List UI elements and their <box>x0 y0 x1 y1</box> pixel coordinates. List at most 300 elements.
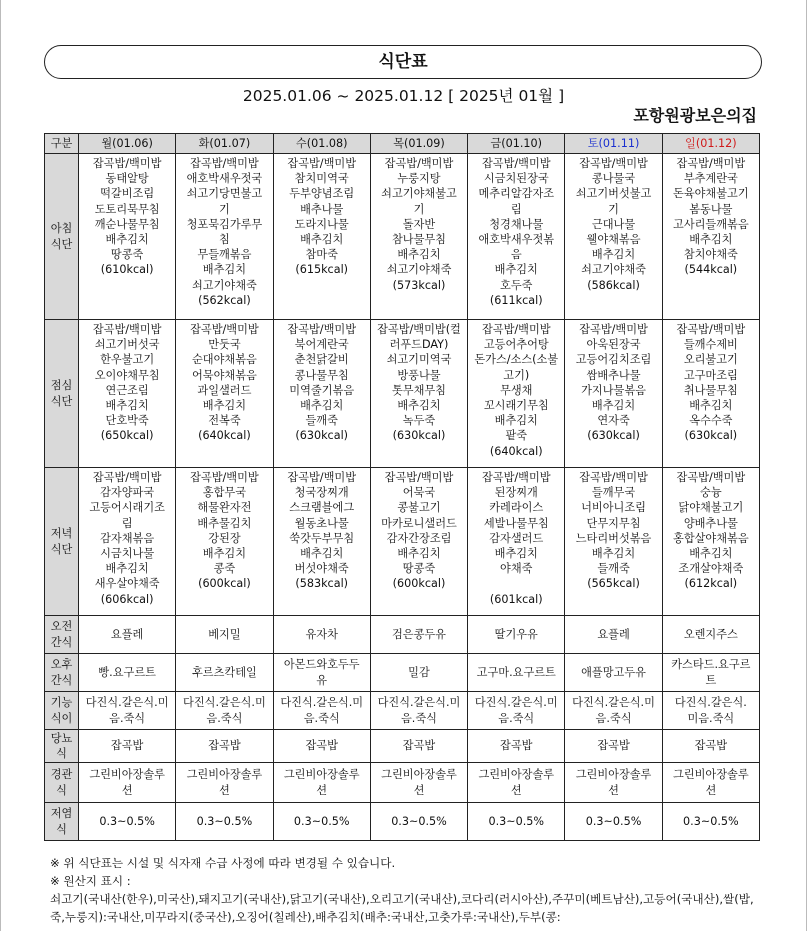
menu-item: 봄동나물 <box>689 202 733 216</box>
header-day-3: 목(01.09) <box>370 134 467 154</box>
menu-item: 잡곡밥/백미밥 <box>287 157 357 170</box>
menu-cell <box>370 763 467 803</box>
menu-item: (630kcal) <box>684 429 738 443</box>
menu-item: 콩나물무침 <box>294 368 349 382</box>
menu-item: 요플레 <box>597 627 630 641</box>
origin-text: 쇠고기(국내산(한우),미국산),돼지고기(국내산),닭고기(국내산),오리고기(국내산),코다리(러시아산),주꾸미(베트남산),고등어(국내산),쌀(밥,죽,누룽지):국내산,미꾸라지(중국산),오징어(칠레산),배추김치(배추:국내산,고춧가루:국내산),두부(콩: <box>50 892 754 924</box>
menu-item: 잡곡밥/백미밥(컬 <box>377 323 461 336</box>
menu-item: 잡곡밥 <box>597 739 630 753</box>
menu-item: 잡곡밥 <box>500 739 533 753</box>
menu-cell <box>662 763 759 803</box>
menu-item: 돈가스/소스(소불 <box>474 353 559 367</box>
menu-item: 청포묵김가루무 <box>186 217 263 231</box>
menu-item: 0.3~0.5% <box>683 814 739 828</box>
menu-item: (583kcal) <box>295 577 349 591</box>
menu-item: 잡곡밥 <box>305 739 338 753</box>
menu-item: 그린비아장솔루 <box>186 768 263 782</box>
menu-item: 배추김치 <box>300 399 344 413</box>
menu-item: 동태알탕 <box>105 172 149 186</box>
menu-item: 들깨수제비 <box>683 338 738 352</box>
menu-cell <box>79 154 176 320</box>
menu-item: 너비아니조림 <box>581 501 646 515</box>
menu-item: 배추김치 <box>591 399 636 413</box>
menu-item: 새우살야채죽 <box>94 577 160 591</box>
menu-item: 잡곡밥/백미밥 <box>92 323 162 336</box>
menu-item: 단호박죽 <box>105 414 149 428</box>
menu-item: 배추김치 <box>300 547 344 561</box>
menu-item: 잡곡밥/백미밥 <box>190 157 259 170</box>
menu-item: 기 <box>608 202 619 216</box>
menu-item: 쇠고기당면불고 <box>186 187 263 201</box>
menu-item: 잡곡밥/백미밥 <box>92 471 162 484</box>
menu-item: 깨순나물무침 <box>94 217 160 231</box>
menu-item: (630kcal) <box>295 429 349 443</box>
menu-item: 한우불고기 <box>100 353 155 367</box>
menu-item: 오렌지주스 <box>683 627 738 641</box>
row-header: 경관 식 <box>45 763 79 803</box>
menu-item: 배추김치 <box>689 399 733 413</box>
weekly-menu-table <box>44 133 760 841</box>
menu-item: 유 <box>316 673 328 687</box>
menu-item: 배추김치 <box>397 248 441 262</box>
table-row <box>45 763 760 803</box>
menu-item: 방풍나물 <box>397 368 441 382</box>
note-origin-heading: ※ 원산지 표시 : <box>50 873 131 888</box>
menu-cell <box>662 320 759 468</box>
menu-item: 강된장 <box>208 531 241 545</box>
menu-item: 춘천닭갈비 <box>294 353 349 367</box>
menu-cell <box>468 654 565 692</box>
menu-item: 잡곡밥/백미밥 <box>384 471 454 484</box>
menu-item: 그린비아장솔루 <box>283 768 360 782</box>
menu-item: 기 <box>219 202 230 216</box>
menu-item: 연자죽 <box>597 414 630 428</box>
menu-item: 잡곡밥/백미밥 <box>92 157 162 170</box>
menu-item: 만둣국 <box>208 338 241 352</box>
menu-item: (600kcal) <box>198 577 251 591</box>
menu-item: 오리불고기 <box>683 353 738 367</box>
menu-item: 땅콩죽 <box>402 562 436 576</box>
menu-cell <box>370 730 467 763</box>
menu-item: 도토리묵무침 <box>94 202 160 216</box>
menu-item: 도라지나물 <box>294 217 349 231</box>
menu-item: 유자차 <box>305 627 338 641</box>
menu-item: 러푸드DAY) <box>389 338 449 352</box>
menu-item: 배추김치 <box>105 233 149 247</box>
menu-item: 잡곡밥/백미밥 <box>579 471 648 484</box>
menu-cell <box>370 654 467 692</box>
menu-cell <box>370 692 467 730</box>
menu-cell <box>273 763 370 803</box>
menu-cell <box>565 468 662 616</box>
menu-item: 오이야채무침 <box>94 368 160 382</box>
menu-item: 옥수수죽 <box>689 414 733 428</box>
menu-item: 쇠고기야채죽 <box>581 263 646 277</box>
menu-item: 잡곡밥/백미밥 <box>481 323 551 336</box>
menu-item: 배추김치 <box>397 399 441 413</box>
menu-cell <box>565 616 662 654</box>
menu-item: 다진식.갈은식.미 <box>474 696 558 710</box>
menu-item: 참치미역국 <box>294 172 349 186</box>
menu-item: 과일샐러드 <box>197 383 252 397</box>
header-category: 구분 <box>45 134 79 154</box>
menu-item: (610kcal) <box>100 263 154 277</box>
menu-cell <box>370 320 467 468</box>
menu-item: 전복죽 <box>208 414 241 428</box>
menu-item: 해물완자전 <box>197 501 252 515</box>
menu-item: 음.죽식 <box>400 711 437 725</box>
header-day-0: 월(01.06) <box>79 134 176 154</box>
menu-period: 2025.01.06 ~ 2025.01.12 [ 2025년 01월 ] <box>242 87 565 105</box>
note-change: ※ 위 식단표는 시설 및 식자재 수급 사정에 따라 변경될 수 있습니다. <box>50 856 396 870</box>
menu-cell <box>662 468 759 616</box>
menu-item: 쇠고기버섯불고 <box>575 187 652 201</box>
menu-cell <box>662 154 759 320</box>
menu-cell <box>176 730 273 763</box>
menu-cell <box>468 803 565 841</box>
menu-item: 잡곡밥/백미밥 <box>676 323 746 336</box>
menu-item: 미음.죽식 <box>687 711 735 725</box>
menu-item: 0.3~0.5% <box>196 814 253 828</box>
menu-item: 감자간장조림 <box>386 531 452 545</box>
menu-item: 참마죽 <box>305 248 338 262</box>
menu-item: 홍합살야채볶음 <box>673 531 749 545</box>
menu-cell <box>273 468 370 616</box>
table-row <box>45 730 760 763</box>
menu-cell <box>662 616 759 654</box>
page-title: 식단표 <box>44 45 762 79</box>
menu-item: 콩죽 <box>213 562 236 576</box>
menu-cell <box>79 654 176 692</box>
menu-item: 딸기우유 <box>494 627 538 641</box>
menu-item: 느타리버섯볶음 <box>575 531 652 545</box>
menu-item: 고기) <box>503 368 530 382</box>
menu-item: 들깨죽 <box>305 414 338 428</box>
menu-item: 무생채 <box>500 383 533 397</box>
menu-item: (640kcal) <box>198 429 251 443</box>
menu-item: 들깨죽 <box>597 562 630 576</box>
menu-item: 청국장찌개 <box>294 486 349 500</box>
menu-item: 시금치나물 <box>100 547 155 561</box>
menu-item: 다진식.갈은식.미 <box>85 696 169 710</box>
menu-item: (650kcal) <box>100 429 154 443</box>
menu-cell <box>273 320 370 468</box>
menu-item: 어묵국 <box>402 486 436 500</box>
menu-item: 배추김치 <box>689 547 733 561</box>
menu-item: 고구마.요구르트 <box>476 665 556 679</box>
menu-item: 검은콩두유 <box>391 627 446 641</box>
menu-item: 션 <box>316 783 328 797</box>
menu-item: 웰야채볶음 <box>586 233 641 247</box>
menu-item: 음.죽식 <box>303 711 340 725</box>
menu-item: 참치야채죽 <box>683 248 738 262</box>
menu-item: 고등어김치조림 <box>575 353 652 367</box>
menu-item: 션 <box>219 783 230 797</box>
menu-cell <box>565 692 662 730</box>
menu-item: (600kcal) <box>392 577 446 591</box>
menu-item: (640kcal) <box>489 444 543 458</box>
menu-item: 월동초나물 <box>294 516 349 530</box>
menu-cell <box>176 692 273 730</box>
menu-item: 배추나물 <box>300 202 344 216</box>
menu-cell <box>273 154 370 320</box>
menu-item: 잡곡밥/백미밥 <box>481 471 551 484</box>
menu-item: 요플레 <box>110 627 144 641</box>
row-header: 오후 간식 <box>45 654 79 692</box>
menu-item: 션 <box>510 783 522 797</box>
table-row <box>45 468 760 616</box>
menu-item: 0.3~0.5% <box>391 814 447 828</box>
menu-cell <box>176 763 273 803</box>
menu-cell <box>565 154 662 320</box>
row-header: 기능 식이 <box>45 692 79 730</box>
menu-item: 쇠고기야채불고 <box>381 187 457 201</box>
menu-item: 배추김치 <box>494 263 538 277</box>
menu-item <box>468 576 564 591</box>
menu-item: 림 <box>510 202 522 216</box>
menu-item: 고사리들깨볶음 <box>673 217 749 231</box>
menu-item: 다진식.갈은식.미 <box>572 696 655 710</box>
menu-cell <box>468 763 565 803</box>
menu-cell <box>79 468 176 616</box>
menu-item: 홍합무국 <box>202 486 247 500</box>
menu-item: 녹두죽 <box>402 414 436 428</box>
menu-item: 돌자반 <box>402 217 436 231</box>
menu-item: 침 <box>219 233 230 247</box>
menu-item: 콩나물국 <box>591 172 636 186</box>
menu-item: 그린비아장솔루 <box>89 768 165 782</box>
menu-item: 림 <box>121 516 133 530</box>
table-row <box>45 616 760 654</box>
menu-item: 0.3~0.5% <box>293 814 350 828</box>
menu-item: 션 <box>705 783 717 797</box>
menu-item: 순대야채볶음 <box>192 353 257 367</box>
row-header: 오전 간식 <box>45 616 79 654</box>
menu-item: 쇠고기야채죽 <box>192 278 257 292</box>
menu-item: 부추계란국 <box>683 172 738 186</box>
menu-item: 잡곡밥/백미밥 <box>190 471 259 484</box>
menu-item: 참나물무침 <box>391 233 446 247</box>
menu-cell <box>662 692 759 730</box>
menu-item: 잡곡밥/백미밥 <box>384 157 454 170</box>
menu-item: 배추김치 <box>300 233 344 247</box>
menu-cell <box>176 803 273 841</box>
menu-item: 조개살야채죽 <box>678 562 744 576</box>
menu-item: 0.3~0.5% <box>585 814 642 828</box>
menu-item: 배추김치 <box>202 399 247 413</box>
menu-cell <box>176 616 273 654</box>
table-row <box>45 154 760 320</box>
organization-name: 포항원광보은의집 <box>633 106 757 125</box>
menu-item: 닭야채불고기 <box>678 501 744 515</box>
menu-cell <box>468 692 565 730</box>
menu-cell <box>79 730 176 763</box>
menu-item: 고등어추어탕 <box>483 338 549 352</box>
menu-item: 그린비아장솔루 <box>381 768 457 782</box>
menu-cell <box>370 803 467 841</box>
menu-item: 쌈배추나물 <box>586 368 641 382</box>
menu-item: 밀감 <box>408 665 430 679</box>
menu-item: 배추김치 <box>689 233 733 247</box>
table-row <box>45 320 760 468</box>
menu-item: 션 <box>121 783 133 797</box>
menu-item: 된장찌개 <box>494 486 538 500</box>
menu-item: 무들깨볶음 <box>197 248 252 262</box>
menu-cell <box>273 730 370 763</box>
menu-cell <box>273 803 370 841</box>
menu-item: 음.죽식 <box>498 711 535 725</box>
menu-table-body <box>45 154 760 841</box>
menu-item: 잡곡밥 <box>110 739 144 753</box>
menu-item: 청경채나물 <box>489 217 544 231</box>
menu-item: 트 <box>705 673 717 687</box>
menu-item: 카레라이스 <box>489 501 544 515</box>
menu-item: 잡곡밥/백미밥 <box>579 157 648 170</box>
header-day-1: 화(01.07) <box>176 134 273 154</box>
menu-item: 꼬시래기무침 <box>483 399 549 413</box>
menu-item: 쇠고기버섯국 <box>94 338 160 352</box>
menu-item: 배추김치 <box>494 547 538 561</box>
menu-item: (630kcal) <box>392 429 446 443</box>
menu-cell <box>565 730 662 763</box>
menu-item: (606kcal) <box>100 592 154 606</box>
menu-cell <box>176 654 273 692</box>
menu-item: 배추김치 <box>105 562 149 576</box>
menu-item: 션 <box>608 783 619 797</box>
menu-item: 버섯야채죽 <box>294 562 349 576</box>
menu-item: 0.3~0.5% <box>488 814 545 828</box>
menu-item: 배추김치 <box>202 263 247 277</box>
menu-cell <box>79 320 176 468</box>
menu-item: 세발나물무침 <box>483 516 549 530</box>
menu-item: 잡곡밥/백미밥 <box>676 471 746 484</box>
menu-item: (630kcal) <box>587 429 640 443</box>
menu-item: (544kcal) <box>684 263 738 277</box>
menu-item: 두부양념조림 <box>289 187 355 201</box>
menu-item: 야채죽 <box>500 562 533 576</box>
menu-item: 다진식.갈은식.미 <box>183 696 266 710</box>
menu-cell <box>662 730 759 763</box>
menu-item: (565kcal) <box>587 577 640 591</box>
menu-item: 고등어시래기조 <box>89 501 165 515</box>
menu-item: 음.죽식 <box>595 711 632 725</box>
menu-cell <box>370 468 467 616</box>
menu-item: 들깨무국 <box>591 486 636 500</box>
menu-item: 가지나물볶음 <box>581 383 646 397</box>
menu-cell <box>79 692 176 730</box>
menu-item: (601kcal) <box>489 592 543 606</box>
menu-cell <box>176 320 273 468</box>
menu-item: 팥죽 <box>505 429 528 443</box>
menu-item: 잡곡밥/백미밥 <box>676 157 746 170</box>
menu-item: 누룽지탕 <box>397 172 441 186</box>
menu-item: (615kcal) <box>295 263 349 277</box>
menu-item: 다진식.갈은식.미 <box>280 696 364 710</box>
table-row <box>45 692 760 730</box>
menu-cell <box>176 468 273 616</box>
menu-cell <box>79 803 176 841</box>
menu-item: 감자양파국 <box>100 486 155 500</box>
row-header: 저염 식 <box>45 803 79 841</box>
menu-item: 음.죽식 <box>109 711 146 725</box>
menu-item: 단무지무침 <box>586 516 641 530</box>
menu-cell <box>565 320 662 468</box>
menu-item: 숭늉 <box>700 486 722 500</box>
menu-item: (611kcal) <box>489 293 543 307</box>
menu-item: (586kcal) <box>587 278 640 292</box>
menu-item: 카스타드.요구르 <box>671 658 751 672</box>
menu-item: 기 <box>413 202 425 216</box>
menu-cell <box>370 154 467 320</box>
row-header: 저녁 식단 <box>45 468 79 616</box>
menu-item: 배추물김치 <box>197 516 252 530</box>
menu-cell <box>565 654 662 692</box>
header-day-2: 수(01.08) <box>273 134 370 154</box>
menu-cell <box>273 692 370 730</box>
menu-item: (573kcal) <box>392 278 446 292</box>
menu-item: 톳무채무침 <box>391 383 446 397</box>
menu-cell <box>273 654 370 692</box>
menu-item: 배추김치 <box>202 547 247 561</box>
menu-item: 애호박새우젓국 <box>186 172 263 186</box>
menu-cell <box>565 803 662 841</box>
menu-item: 감자샐러드 <box>489 531 544 545</box>
menu-item: 양배추나물 <box>683 516 738 530</box>
menu-item: 음 <box>510 248 522 262</box>
menu-item: 콩불고기 <box>397 501 441 515</box>
menu-item: 쇠고기야채죽 <box>386 263 452 277</box>
menu-item: 빵.요구르트 <box>98 665 156 679</box>
menu-item: 고구마조림 <box>683 368 738 382</box>
menu-item: 돈육야채불고기 <box>673 187 749 201</box>
menu-item: (562kcal) <box>198 293 251 307</box>
menu-item: 잡곡밥/백미밥 <box>287 323 357 336</box>
menu-item: 그린비아장솔루 <box>575 768 652 782</box>
menu-item: 잡곡밥/백미밥 <box>481 157 551 170</box>
notes <box>50 855 770 890</box>
menu-cell <box>468 468 565 616</box>
menu-item: 션 <box>413 783 425 797</box>
row-header: 아침 식단 <box>45 154 79 320</box>
menu-item: 잡곡밥 <box>402 739 436 753</box>
menu-item: 후르츠칵테일 <box>192 665 257 679</box>
table-row <box>45 803 760 841</box>
menu-item: 근대나물 <box>591 217 636 231</box>
menu-cell <box>79 763 176 803</box>
menu-item: 잡곡밥 <box>694 739 728 753</box>
menu-cell <box>468 616 565 654</box>
menu-item: 그린비아장솔루 <box>478 768 555 782</box>
menu-item: 배추김치 <box>591 547 636 561</box>
menu-item: 애플망고두유 <box>581 665 646 679</box>
menu-item: 다진식.갈은식.미 <box>377 696 461 710</box>
menu-cell <box>662 803 759 841</box>
menu-item: 잡곡밥/백미밥 <box>190 323 259 336</box>
menu-item: 그린비아장솔루 <box>673 768 749 782</box>
menu-item: 호두죽 <box>500 278 533 292</box>
menu-item: 마카로니샐러드 <box>381 516 457 530</box>
menu-item: 잡곡밥/백미밥 <box>287 471 357 484</box>
menu-item: 아몬드와호두두 <box>283 658 360 672</box>
menu-item: 아욱된장국 <box>586 338 641 352</box>
menu-item: 취나물무침 <box>683 383 738 397</box>
menu-item: 배추김치 <box>591 248 636 262</box>
menu-item: 땅콩죽 <box>110 248 144 262</box>
header-day-6: 일(01.12) <box>662 134 759 154</box>
menu-item: 애호박새우젓볶 <box>478 233 555 247</box>
table-header-row <box>45 134 760 154</box>
menu-item: 북어계란국 <box>294 338 349 352</box>
